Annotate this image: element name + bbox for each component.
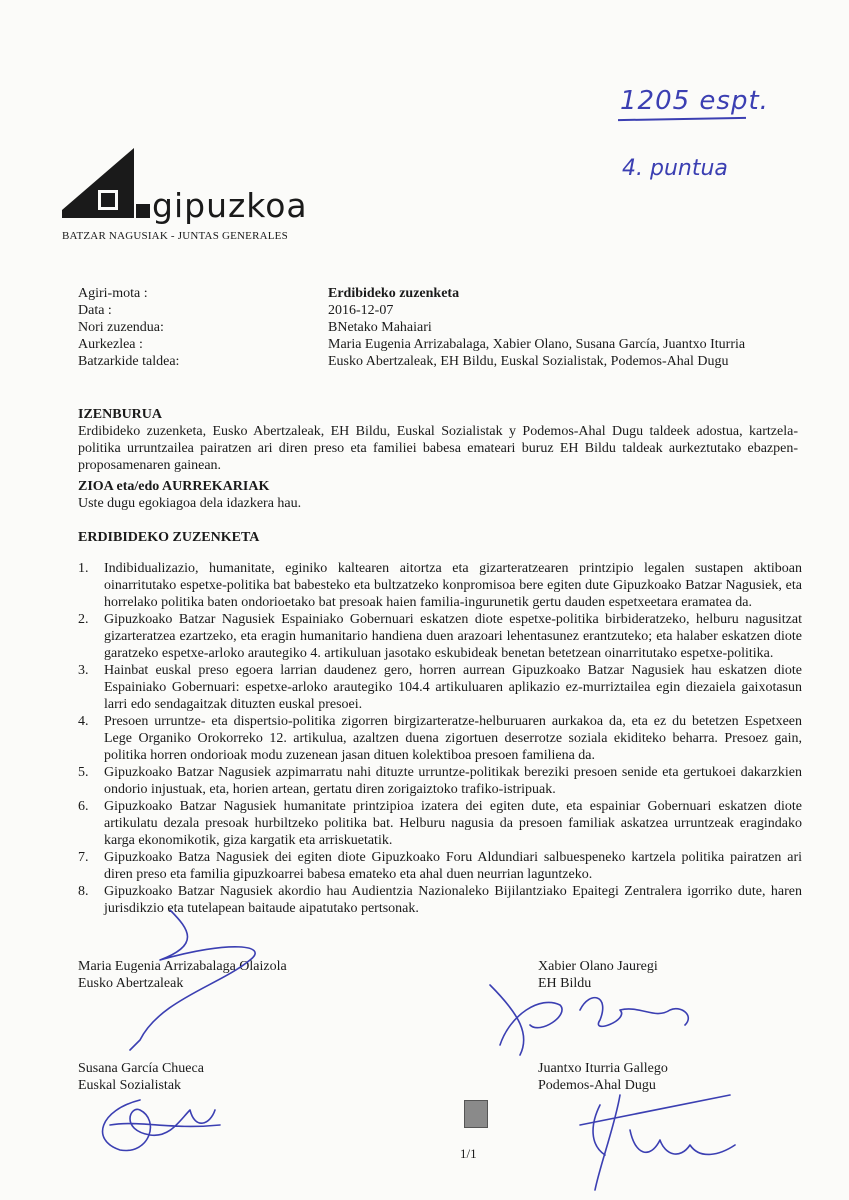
meta-value: Erdibideko zuzenketa — [328, 286, 460, 301]
item-text: Gipuzkoako Batzar Nagusiek humanitate printzipioa izatera dei egiten dute, eta espainiar Gobernuari eskatzen diote artikulatu dezala presoak hurbiltzeko politika bat. Helburu nagusia da presoen familiak askatzea urruntzeak eragindako karga ekonomikotik, giza kargatik eta arriskuetatik. — [104, 799, 802, 848]
handwritten-annotation-point: 4. puntua — [622, 156, 728, 181]
document-metadata — [78, 285, 745, 370]
izenburua-text: Erdibideko zuzenketa, Eusko Abertzaleak, EH Bildu, Euskal Sozialistak y Podemos-Ahal Dugu taldeek adostua, kartzela-politika urruntzailea pairatzen ari diren preso eta familiei babesa emateari buruz EH Bildu taldeak aurkeztutako ebazpen-proposamenaren gainean. — [78, 424, 798, 473]
meta-row — [78, 285, 745, 302]
meta-value: Maria Eugenia Arrizabalaga, Xabier Olano, Susana García, Juantxo Iturria — [328, 337, 746, 352]
meta-value: BNetako Mahaiari — [328, 320, 432, 335]
signature-scribble-icon — [480, 975, 700, 1065]
izenburua-heading: IZENBURUA — [78, 407, 163, 422]
item-text: Indibidualizazio, humanitate, eginiko kaltearen aitortza eta gizarteratzearen printzipio legalen sustapen aktiboan oinarritutako espetxe-politika bat babesteko eta bultzatzeko konpromisoa bere egiten dute Gipuzkoako Batzar Nagusiek, eta horrelako politika baten ondorioetako bat presoak haien familia-ingurunetik gertu dauden espetxeetara eramatea da. — [104, 561, 802, 610]
meta-value: 2016-12-07 — [328, 303, 394, 318]
item-number: 5. — [78, 765, 89, 780]
meta-key: Agiri-mota : — [78, 286, 148, 301]
logo-wordmark: gipuzkoa — [152, 186, 308, 225]
meta-row — [78, 319, 745, 336]
zuzenketa-list — [78, 560, 802, 917]
list-item — [78, 798, 802, 849]
item-text: Presoen urruntze- eta dispertsio-politika zigorren birgizarteratze-helburuaren aurkakoa da, eta ez du betetzen Espetxeen Lege Organiko Orokorreko 12. artikulua, azaltzen duena zigortuen deserrotze soziala ekiditeko beharra. Presoez gain, politika horren ondorioak modu zuzenean jasan dituen kolektiboa presoen familiena da. — [104, 714, 802, 763]
item-number: 2. — [78, 612, 89, 627]
list-item — [78, 560, 802, 611]
page-number: 1/1 — [460, 1146, 477, 1161]
meta-value: Eusko Abertzaleak, EH Bildu, Euskal Sozialistak, Podemos-Ahal Dugu — [328, 354, 729, 369]
meta-row — [78, 336, 745, 353]
item-text: Gipuzkoako Batza Nagusiek dei egiten diote Gipuzkoako Foru Aldundiari salbuespeneko kartzela politika pairatzen ari diren preso eta familia gipuzkoarrei babesa emateko eta ahal duen neurrian laguntzeko. — [104, 850, 802, 882]
meta-key: Nori zuzendua: — [78, 320, 164, 335]
meta-key: Batzarkide taldea: — [78, 354, 180, 369]
signer-group: Eusko Abertzaleak — [78, 976, 184, 991]
meta-row — [78, 302, 745, 319]
meta-row — [78, 353, 745, 370]
zioa-text: Uste dugu egokiagoa dela idazkera hau. — [78, 496, 302, 511]
signature-scribble-icon — [80, 1080, 230, 1160]
logo-subtitle: BATZAR NAGUSIAK - JUNTAS GENERALES — [62, 230, 288, 242]
item-number: 6. — [78, 799, 89, 814]
item-number: 7. — [78, 850, 89, 865]
item-text: Gipuzkoako Batzar Nagusiek Espainiako Gobernuari eskatzen diote espetxe-politika birbideratzeko, helburu nagusitzat gizarteratzea ezartzeko, eta eragin humanitario handiena duen arazoari lehentasunez erantzuteko; eta halaber eskatzen diote garatzeko espetxe-arloko arautegiko 4. artikuluan jasotako eskubideak benetan betetzean oinarritutako espetxe-politika. — [104, 612, 802, 661]
zuzenketa-heading: ERDIBIDEKO ZUZENKETA — [78, 530, 260, 545]
item-number: 4. — [78, 714, 89, 729]
zioa-heading: ZIOA eta/edo AURREKARIAK — [78, 479, 270, 494]
meta-key: Data : — [78, 303, 112, 318]
list-item — [78, 662, 802, 713]
list-item — [78, 849, 802, 883]
page-marker-square — [464, 1100, 488, 1128]
signer-group: EH Bildu — [538, 976, 592, 991]
meta-key: Aurkezlea : — [78, 337, 143, 352]
signer-name: Maria Eugenia Arrizabalaga Olaizola — [78, 959, 287, 974]
signer-group: Euskal Sozialistak — [78, 1078, 182, 1093]
list-item — [78, 713, 802, 764]
item-number: 1. — [78, 561, 89, 576]
item-number: 3. — [78, 663, 89, 678]
signature-scribble-icon — [560, 1085, 740, 1195]
list-item — [78, 764, 802, 798]
signer-group: Podemos-Ahal Dugu — [538, 1078, 656, 1093]
signer-name: Juantxo Iturria Gallego — [538, 1061, 668, 1076]
handwritten-underline — [618, 117, 746, 121]
signer-name: Xabier Olano Jauregi — [538, 959, 658, 974]
item-text: Gipuzkoako Batzar Nagusiek akordio hau Audientzia Nazionaleko Bijilantziako Epaitegi Zentralera igorriko dute, haren jurisdikzio eta tutelapean baitaude aipatutako pertsonak. — [104, 884, 802, 916]
item-number: 8. — [78, 884, 89, 899]
handwritten-annotation-reference: 1205 espt. — [620, 86, 769, 116]
signature-scribble-icon — [100, 900, 280, 1060]
item-text: Hainbat euskal preso egoera larrian daudenez gero, horren aurrean Gipuzkoako Batzar Nagusiek hau eskatzen diote Espainiako Gobernuari: espetxe-arloko arautegiko 104.4 artikuluaren aplikazio ez-murriztailea egin diezaiela gaixotasun larri edo sendagaitzak dituzten euskal presoei. — [104, 663, 802, 712]
signer-name: Susana García Chueca — [78, 1061, 204, 1076]
list-item — [78, 611, 802, 662]
item-text: Gipuzkoako Batzar Nagusiek azpimarratu nahi dituzte urruntze-politikak bereziki presoen senide eta gertukoei dakarzkien ondorio injustuak, eta, horien artean, gertatu diren zorigaiztoko trafiko-istripuak. — [104, 765, 802, 797]
